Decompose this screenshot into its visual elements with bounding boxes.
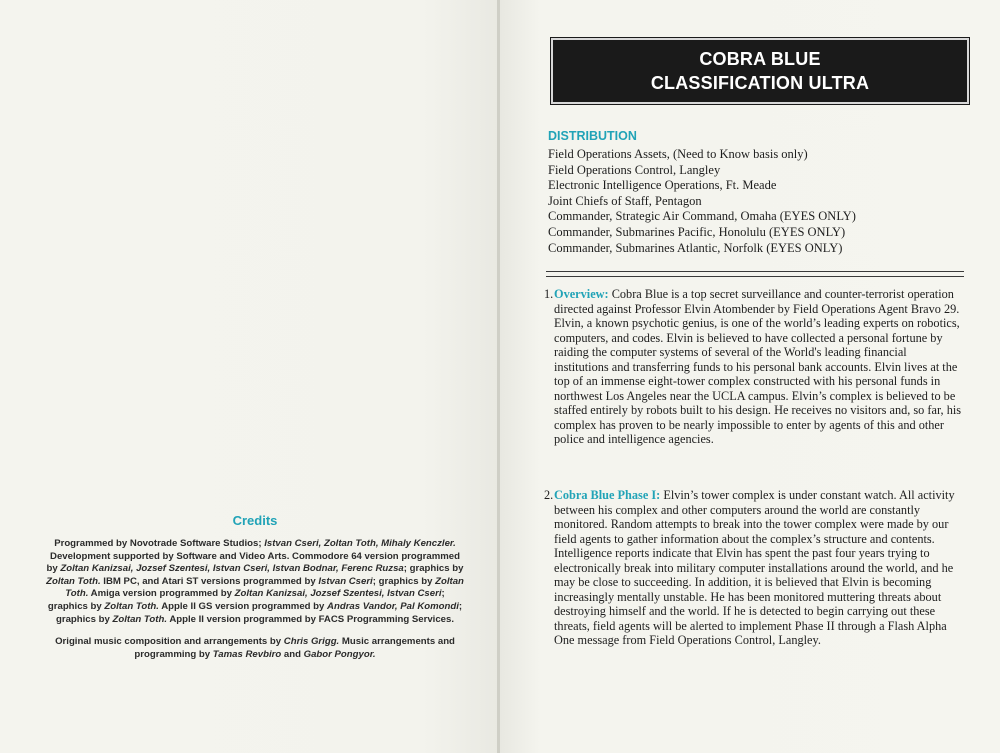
credit-text: ; graphics by [55,600,463,625]
section-text [544,287,964,447]
credit-name: Tamas Revbiro [212,648,282,660]
classification-banner [551,38,969,104]
credit-name: Zoltan Toth. [104,600,159,612]
distribution-item: Commander, Strategic Air Command, Omaha (EYES ONLY) [548,209,856,224]
banner-subtitle: CLASSIFICATION ULTRA [650,73,870,93]
credit-text: Apple II version programmed by FACS Programming Services. [167,613,455,625]
section-heading: Cobra Blue Phase I: [554,488,664,502]
credit-name: Zoltan Toth. [65,575,464,600]
credits-paragraph-music [44,636,466,661]
credits-title: Credits [232,513,278,528]
distribution-item: Joint Chiefs of Staff, Pentagon [548,193,702,208]
credit-name: Zoltan Toth. [112,613,168,625]
credit-name: Andras Vandor, Pal Komondi [327,600,459,612]
distribution-heading: DISTRIBUTION [548,129,637,143]
credit-text: Music arrangements and programming by [134,636,455,660]
credit-text: and [281,648,304,660]
credit-text: ; graphics by [47,588,445,612]
section-overview [544,287,964,447]
credit-name: Zoltan Toth. [46,575,101,587]
divider-rule [546,276,964,277]
credit-text: Programmed by Novotrade Software Studios; [54,538,265,549]
book-spine [497,0,500,753]
section-heading: Overview: [554,287,612,301]
distribution-item: Field Operations Control, Langley [548,162,721,177]
credit-name: Zoltan Kanizsai, Jozsef Szentesi, Istvan Cseri [234,588,442,600]
credits-body [44,538,466,671]
section-phase-one [544,488,964,648]
section-text [544,488,964,648]
distribution-item: Electronic Intelligence Operations, Ft. Meade [548,178,777,193]
credit-name: Chris Grigg. [283,636,340,648]
banner-title: COBRA BLUE [699,49,821,69]
credit-text: Development supported by Software and Video Arts. Commodore 64 version programmed by [46,550,460,575]
distribution-item: Field Operations Assets, (Need to Know basis only) [548,147,808,161]
credit-text: ; graphics by [372,575,436,587]
credit-name: Istvan Cseri, Zoltan Toth, Mihaly Kenczler. [264,538,456,549]
credit-name: Zoltan Kanizsai, Jozsef Szentesi, Istvan Cseri, Istvan Bodnar, Ferenc Ruzsa [60,563,404,575]
credit-text: Amiga version programmed by [88,588,235,600]
credit-text: ; graphics by [403,563,464,575]
credit-text: IBM PC, and Atari ST versions programmed by [100,575,319,587]
section-number: 2. [544,488,554,502]
credit-name: Istvan Cseri [318,575,373,587]
section-number: 1. [544,287,554,301]
credits-paragraph-programming [44,538,466,626]
divider-rule [546,271,964,272]
credit-name: Gabor Pongyor. [303,648,376,660]
distribution-item: Commander, Submarines Atlantic, Norfolk (EYES ONLY) [548,240,843,255]
section-body: Cobra Blue is a top secret surveillance and counter-terrorist operation directed against Professor Elvin Atombender by Field Operations Agent Bravo 29. Elvin, a known psychotic genius, is one of the world’s leading experts on robotics, computers, and codes. Elvin is believed to have collected a personal fortune by raiding the computer systems of several of the World's leading financial institutions and transferring funds to his personal bank accounts. Elvin lives at the top of an immense eight-tower complex constructed with his personal funds in northwest Los Angeles near the UCLA campus. Elvin’s complex is believed to be staffed entirely by robots built to his design. He receives no visitors and, so far, his complex has proven to be nearly impossible to enter by agents of this and other police and intelligence agencies. [554,287,962,446]
credit-text: Apple II GS version programmed by [158,600,328,612]
distribution-list [548,147,968,256]
section-body: Elvin’s tower complex is under constant watch. All activity between his complex and other computers around the world are constantly monitored. Random attempts to break into the tower complex were made by our field agents to gather information about the complex’s structure and contents. Intelligence reports indicate that Elvin has spent the past four years trying to electronically break into military computer installations around the world, and he may be close to succeeding. In addition, it is believed that Elvin is becoming increasingly mentally unstable. He has been monitored muttering threats about destroying himself and the world. If he is detected to begin carrying out these threats, field agents will be alerted to implement Phase II through a Flash Alpha One message from Field Operations Control, Langley. [554,488,955,647]
distribution-item: Commander, Submarines Pacific, Honolulu (EYES ONLY) [548,224,846,239]
credit-text: Original music composition and arrangements by [55,636,284,648]
